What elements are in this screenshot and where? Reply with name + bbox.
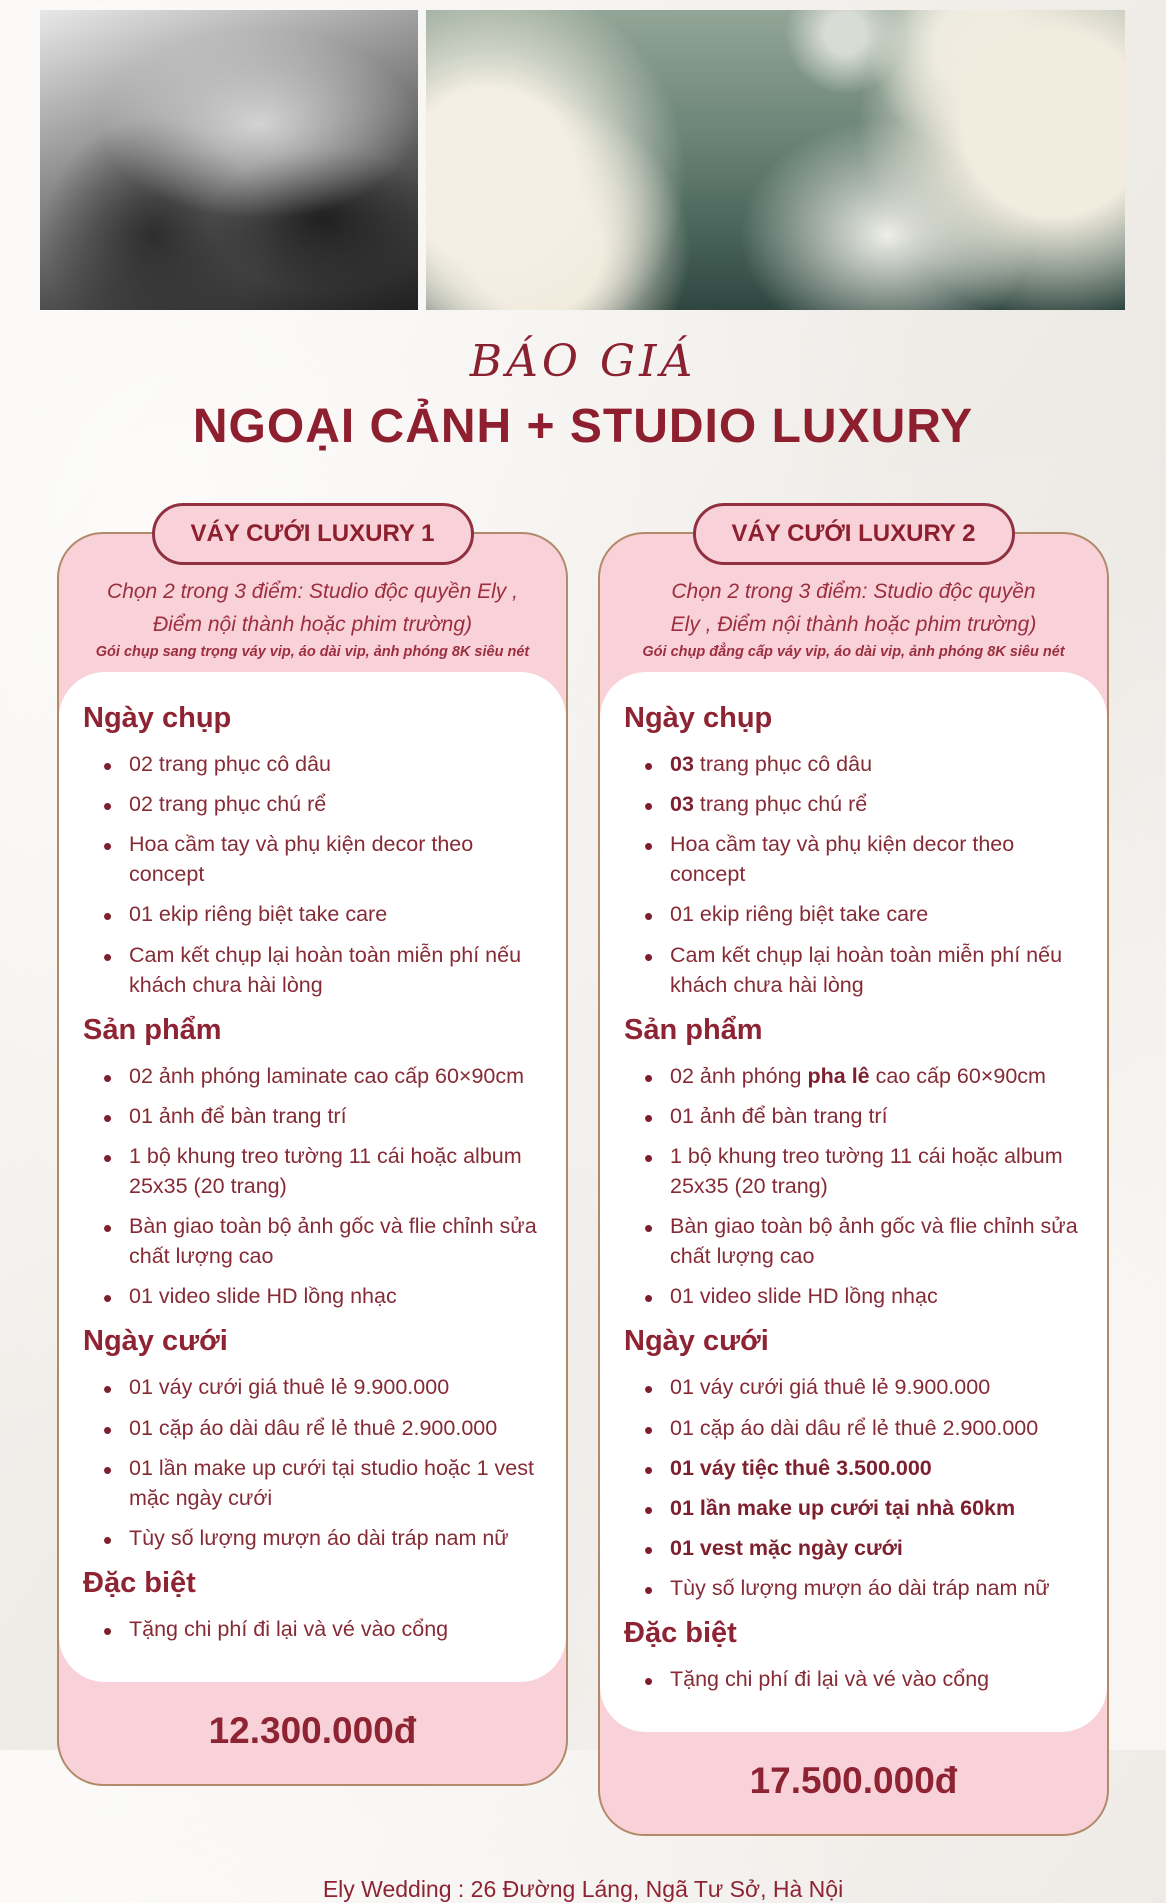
section-list xyxy=(624,1372,1091,1603)
list-item: • 02 trang phục chú rể xyxy=(103,789,550,819)
page-title: NGOẠI CẢNH + STUDIO LUXURY xyxy=(192,400,974,453)
package-desc-line: Ely , Điểm nội thành hoặc phim trường) xyxy=(670,612,1037,636)
package-desc-small: Gói chụp sang trọng váy vip, áo dài vip, ảnh phóng 8K siêu nét xyxy=(95,644,530,661)
package-desc xyxy=(59,576,566,641)
package-panel xyxy=(59,672,566,1682)
list-item: • 01 vest mặc ngày cưới xyxy=(644,1533,1091,1563)
section-list xyxy=(83,749,550,1000)
list-item: • 01 ekip riêng biệt take care xyxy=(103,899,550,929)
list-item: • 02 trang phục cô dâu xyxy=(103,749,550,779)
section-heading: Đặc biệt xyxy=(624,1616,737,1649)
list-item: • 01 ảnh để bàn trang trí xyxy=(103,1101,550,1131)
list-item: • Cam kết chụp lại hoàn toàn miễn phí nếu khách chưa hài lòng xyxy=(103,940,550,1000)
section-heading: Sản phẩm xyxy=(83,1013,222,1046)
section-list xyxy=(83,1614,550,1644)
section-heading: Sản phẩm xyxy=(624,1013,763,1046)
couple-photo-black-artistic xyxy=(40,10,418,310)
list-item: • 01 video slide HD lồng nhạc xyxy=(103,1281,550,1311)
list-item: • 01 ảnh để bàn trang trí xyxy=(644,1101,1091,1131)
list-item: • Cam kết chụp lại hoàn toàn miễn phí nếu khách chưa hài lòng xyxy=(644,940,1091,1000)
section-heading: Ngày chụp xyxy=(624,702,773,735)
section-heading: Đặc biệt xyxy=(83,1566,196,1599)
package-pill: VÁY CƯỚI LUXURY 2 xyxy=(693,503,1015,565)
package-card xyxy=(57,520,568,1786)
section-heading: Ngày cưới xyxy=(83,1325,228,1358)
package-desc-line: Điểm nội thành hoặc phim trường) xyxy=(153,612,472,636)
list-item: • Hoa cầm tay và phụ kiện decor theo concept xyxy=(103,829,550,889)
section-list xyxy=(624,1061,1091,1312)
list-item: • 02 ảnh phóng pha lê cao cấp 60×90cm xyxy=(644,1061,1091,1091)
list-item: • 01 lần make up cưới tại nhà 60km xyxy=(644,1493,1091,1523)
section-heading: Ngày cưới xyxy=(624,1325,769,1358)
list-item: • 01 cặp áo dài dâu rể lẻ thuê 2.900.000 xyxy=(103,1413,550,1443)
package-desc-line: Chọn 2 trong 3 điểm: Studio độc quyền Ely , xyxy=(107,580,518,603)
list-item: • Hoa cầm tay và phụ kiện decor theo concept xyxy=(644,829,1091,889)
package-price: 12.300.000đ xyxy=(208,1709,417,1751)
couple-photo-white-outdoor xyxy=(426,10,1125,310)
list-item: • 01 váy cưới giá thuê lẻ 9.900.000 xyxy=(103,1372,550,1402)
section-list xyxy=(624,1664,1091,1694)
list-item: • Tặng chi phí đi lại và vé vào cổng xyxy=(103,1614,550,1644)
package-card xyxy=(598,520,1109,1836)
header-photos xyxy=(0,0,1166,310)
list-item: • 02 ảnh phóng laminate cao cấp 60×90cm xyxy=(103,1061,550,1091)
list-item: • 01 ekip riêng biệt take care xyxy=(644,899,1091,929)
section-heading: Ngày chụp xyxy=(83,702,232,735)
list-item: • 1 bộ khung treo tường 11 cái hoặc album 25x35 (20 trang) xyxy=(644,1141,1091,1201)
package-desc-line: Chọn 2 trong 3 điểm: Studio độc quyền xyxy=(671,580,1036,603)
packages-row xyxy=(0,520,1166,1836)
section-list xyxy=(83,1061,550,1312)
list-item: • Tùy số lượng mượn áo dài tráp nam nữ xyxy=(103,1523,550,1553)
script-title: BÁO GIÁ xyxy=(469,336,697,387)
list-item: • 01 lần make up cưới tại studio hoặc 1 vest mặc ngày cưới xyxy=(103,1453,550,1513)
package-desc xyxy=(600,576,1107,641)
list-item: • 01 váy tiệc thuê 3.500.000 xyxy=(644,1453,1091,1483)
list-item: • Bàn giao toàn bộ ảnh gốc và flie chỉnh sửa chất lượng cao xyxy=(644,1211,1091,1271)
section-list xyxy=(624,749,1091,1000)
list-item: • Tùy số lượng mượn áo dài tráp nam nữ xyxy=(644,1573,1091,1603)
list-item: • 01 cặp áo dài dâu rể lẻ thuê 2.900.000 xyxy=(644,1413,1091,1443)
list-item: • Bàn giao toàn bộ ảnh gốc và flie chỉnh sửa chất lượng cao xyxy=(103,1211,550,1271)
list-item: • 01 video slide HD lồng nhạc xyxy=(644,1281,1091,1311)
footer-address: Ely Wedding : 26 Đường Láng, Ngã Tư Sở, Hà Nội xyxy=(322,1876,844,1903)
package-panel xyxy=(600,672,1107,1732)
list-item: • 01 váy cưới giá thuê lẻ 9.900.000 xyxy=(644,1372,1091,1402)
list-item: • 03 trang phục cô dâu xyxy=(644,749,1091,779)
list-item: • 1 bộ khung treo tường 11 cái hoặc album 25x35 (20 trang) xyxy=(103,1141,550,1201)
package-price: 17.500.000đ xyxy=(749,1760,958,1802)
package-desc-small: Gói chụp đẳng cấp váy vip, áo dài vip, ảnh phóng 8K siêu nét xyxy=(642,644,1065,661)
list-item: • Tặng chi phí đi lại và vé vào cổng xyxy=(644,1664,1091,1694)
section-list xyxy=(83,1372,550,1552)
list-item: • 03 trang phục chú rể xyxy=(644,789,1091,819)
package-pill: VÁY CƯỚI LUXURY 1 xyxy=(152,503,474,565)
